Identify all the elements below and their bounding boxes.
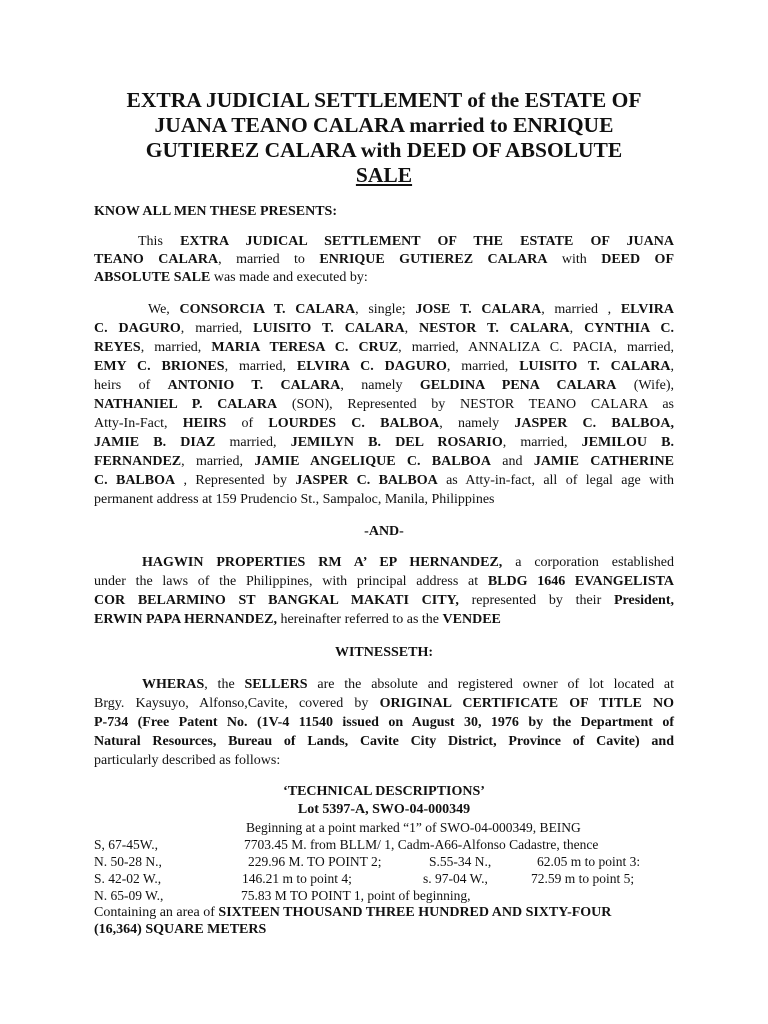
parties-line [94, 415, 674, 432]
whereas-line [94, 714, 674, 731]
distance: 146.21 m to point 4; [242, 871, 352, 886]
text: VENDEE [442, 612, 501, 627]
text: SIXTEEN THOUSAND THREE HUNDRED AND SIXTY-FOUR [218, 905, 612, 920]
distance: 229.96 M. TO POINT 2; [248, 854, 382, 869]
text: , married , [541, 302, 621, 317]
title-line [96, 163, 672, 188]
technical-heading: ‘TECHNICAL DESCRIPTIONS’ [283, 784, 485, 799]
text: JAMIE B. DIAZ [94, 435, 216, 450]
text: LUISITO T. CALARA [519, 359, 671, 374]
text: , [404, 321, 420, 336]
text: and [490, 454, 534, 469]
text: ELVIRA [620, 302, 675, 317]
lot-number: Lot 5397-A, SWO-04-000349 [297, 802, 471, 817]
parties-line: permanent address at 159 Prudencio St., Sampaloc, Manila, Philippines [94, 492, 495, 507]
text: DEED OF [601, 252, 675, 267]
text: CONSORCIA T. CALARA [179, 302, 356, 317]
text: JEMILYN B. DEL ROSARIO [290, 435, 503, 450]
text: This [138, 234, 181, 249]
vendee-line [94, 573, 674, 590]
document-title [96, 88, 672, 188]
beginning-line: Beginning at a point marked “1” of SWO-04-000349, BEING [246, 820, 581, 835]
intro-line [94, 233, 674, 250]
text: JASPER C. BALBOA [514, 416, 671, 431]
text: , [569, 321, 585, 336]
vendee-line [94, 554, 674, 571]
text: Containing an area of [94, 905, 219, 920]
text: , the [204, 677, 245, 692]
text: , [670, 359, 675, 374]
text: represented by their [458, 593, 614, 608]
text: Brgy. Kaysuyo, Alfonso,Cavite, covered by [94, 696, 380, 711]
text: HAGWIN PROPERTIES RM A’ EP HERNANDEZ, [142, 555, 503, 570]
text: President, [613, 593, 674, 608]
text: JEMILOU B. [581, 435, 674, 450]
text: , married, [502, 435, 582, 450]
bearing: S, 67-45W., [94, 837, 159, 852]
bearing: N. 50-28 N., [94, 854, 162, 869]
title-line: GUTIEREZ CALARA with DEED OF ABSOLUTE [145, 138, 623, 162]
parties-line [94, 358, 674, 375]
whereas-line [94, 733, 674, 750]
text: of [226, 416, 269, 431]
text: hereinafter referred to as the [276, 612, 443, 627]
parties-line [94, 339, 674, 356]
distance: 7703.45 M. from BLLM/ 1, Cadm-A66-Alfonso Cadastre, thence [244, 837, 599, 852]
text: NATHANIEL P. CALARA [94, 397, 278, 412]
text: Natural Resources, Bureau of Lands, Cavite City District, Province of Cavite) [94, 734, 640, 749]
distance: 75.83 M TO POINT 1, point of beginning, [241, 888, 471, 903]
text: C. BALBOA [94, 473, 176, 488]
text: (SON), Represented by NESTOR TEANO CALARA as [277, 397, 674, 412]
text: with [547, 252, 602, 267]
area-line [94, 904, 611, 921]
parties-line [94, 320, 674, 337]
text: are the absolute and registered owner of lot located at [307, 677, 674, 692]
text: a corporation established [502, 555, 674, 570]
text: and [639, 734, 674, 749]
text: LUISITO T. CALARA [253, 321, 405, 336]
text: TEANO CALARA [94, 252, 219, 267]
text: REYES [94, 340, 141, 355]
text: , married, ANNALIZA C. PACIA, married, [398, 340, 675, 355]
vendee-line [94, 611, 501, 628]
text: married, [215, 435, 291, 450]
and-separator: -AND- [364, 524, 404, 539]
know-all-heading: KNOW ALL MEN THESE PRESENTS: [94, 204, 337, 219]
text: , married to [218, 252, 320, 267]
text: JAMIE ANGELIQUE C. BALBOA [254, 454, 491, 469]
text: GELDINA PENA CALARA [419, 378, 617, 393]
text: , Represented by [175, 473, 296, 488]
text: JASPER C. BALBOA [295, 473, 438, 488]
text: , single; [355, 302, 416, 317]
parties-line [94, 434, 674, 451]
text: , namely [439, 416, 515, 431]
text: , married, [446, 359, 520, 374]
text: ERWIN PAPA HERNANDEZ, [94, 612, 277, 627]
bearing: N. 65-09 W., [94, 888, 164, 903]
vendee-line [94, 592, 674, 609]
text: ORIGINAL CERTIFICATE OF TITLE NO [379, 696, 674, 711]
title-line: EXTRA JUDICIAL SETTLEMENT of the ESTATE OF [126, 88, 642, 112]
text: heirs of [94, 378, 168, 393]
text: EMY C. BRIONES [94, 359, 225, 374]
text: BLDG 1646 EVANGELISTA [487, 574, 675, 589]
text: , married, [180, 321, 254, 336]
parties-line [94, 396, 674, 413]
intro-line [94, 269, 368, 286]
distance: 62.05 m to point 3: [537, 854, 641, 869]
text: Atty-In-Fact, [94, 416, 183, 431]
text: , namely [340, 378, 420, 393]
title-line: JUANA TEANO CALARA married to ENRIQUE [154, 113, 614, 137]
text: was made and executed by: [210, 270, 368, 285]
distance: 72.59 m to point 5; [531, 871, 635, 886]
text: P-734 (Free Patent No. (1V-4 11540 issued on August 30, 1976 by the Department of [94, 715, 674, 730]
text: LOURDES C. BALBOA [268, 416, 440, 431]
text: , married, [224, 359, 297, 374]
text: ELVIRA C. DAGURO [296, 359, 447, 374]
bearing: S.55-34 N., [429, 854, 492, 869]
text: COR BELARMINO ST BANGKAL MAKATI CITY, [94, 593, 459, 608]
text: under the laws of the Philippines, with principal address at [94, 574, 488, 589]
text: NESTOR T. CALARA [419, 321, 570, 336]
text: WHERAS [142, 677, 205, 692]
parties-line [94, 301, 674, 318]
text: , [670, 416, 674, 431]
text: , married, [140, 340, 212, 355]
text: JAMIE CATHERINE [533, 454, 675, 469]
whereas-line [94, 676, 674, 693]
text: FERNANDEZ [94, 454, 182, 469]
parties-line [94, 377, 674, 394]
text: We, [148, 302, 180, 317]
bearing: S. 42-02 W., [94, 871, 162, 886]
title-line-text: SALE [355, 163, 413, 187]
text: HEIRS [182, 416, 227, 431]
text: ABSOLUTE SALE [94, 270, 211, 285]
witnesseth-heading: WITNESSETH: [334, 645, 434, 660]
text: SELLERS [244, 677, 308, 692]
text: JOSE T. CALARA [415, 302, 542, 317]
text: C. DAGURO [94, 321, 181, 336]
parties-line [94, 472, 674, 489]
text: CYNTHIA C. [584, 321, 674, 336]
text: EXTRA JUDICAL SETTLEMENT OF THE ESTATE OF JUANA [180, 234, 675, 249]
text: (Wife), [616, 378, 674, 393]
whereas-line [94, 695, 674, 712]
intro-line [94, 251, 674, 268]
text: , married, [181, 454, 255, 469]
text: ANTONIO T. CALARA [167, 378, 341, 393]
parties-line [94, 453, 674, 470]
bearing: s. 97-04 W., [423, 871, 488, 886]
whereas-line: particularly described as follows: [94, 753, 281, 768]
text: MARIA TERESA C. CRUZ [211, 340, 399, 355]
text: as Atty-in-fact, all of legal age with [437, 473, 675, 488]
area-line: (16,364) SQUARE METERS [94, 922, 267, 937]
text: ENRIQUE GUTIEREZ CALARA [319, 252, 548, 267]
